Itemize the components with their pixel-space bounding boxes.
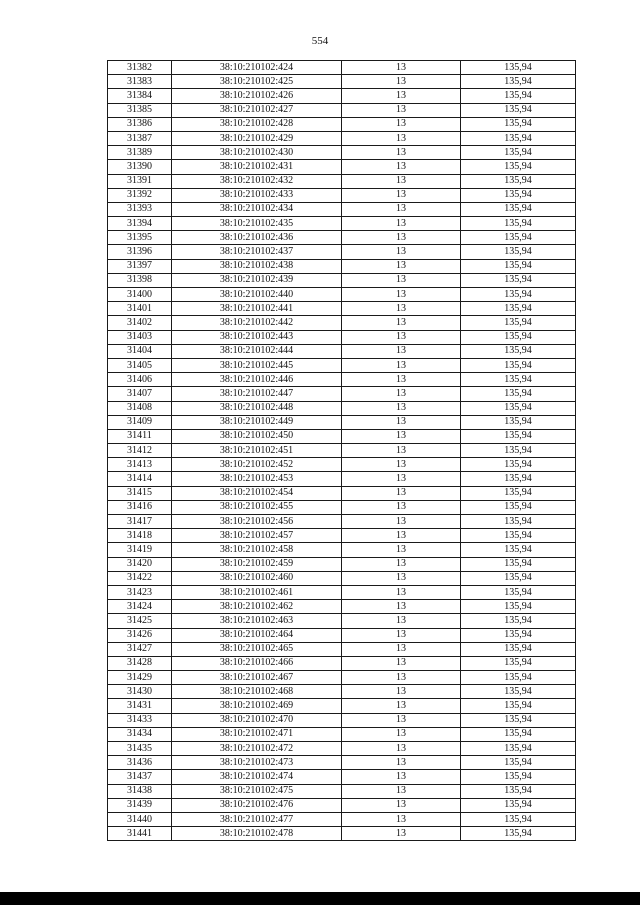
area-cell: 135,94 bbox=[461, 160, 576, 174]
row-number-cell: 31426 bbox=[108, 628, 172, 642]
table-row bbox=[108, 358, 576, 372]
count-cell: 13 bbox=[342, 146, 461, 160]
count-cell: 13 bbox=[342, 103, 461, 117]
table-row bbox=[108, 713, 576, 727]
table-row bbox=[108, 160, 576, 174]
count-cell: 13 bbox=[342, 444, 461, 458]
cadastral-number-cell: 38:10:210102:425 bbox=[172, 75, 342, 89]
row-number-cell: 31436 bbox=[108, 756, 172, 770]
area-cell: 135,94 bbox=[461, 61, 576, 75]
row-number-cell: 31398 bbox=[108, 273, 172, 287]
table-row bbox=[108, 557, 576, 571]
table-row bbox=[108, 685, 576, 699]
cadastral-number-cell: 38:10:210102:438 bbox=[172, 259, 342, 273]
count-cell: 13 bbox=[342, 798, 461, 812]
table-row bbox=[108, 770, 576, 784]
cadastral-number-cell: 38:10:210102:467 bbox=[172, 671, 342, 685]
count-cell: 13 bbox=[342, 89, 461, 103]
area-cell: 135,94 bbox=[461, 827, 576, 841]
row-number-cell: 31435 bbox=[108, 742, 172, 756]
row-number-cell: 31417 bbox=[108, 515, 172, 529]
table-row bbox=[108, 458, 576, 472]
count-cell: 13 bbox=[342, 429, 461, 443]
count-cell: 13 bbox=[342, 415, 461, 429]
area-cell: 135,94 bbox=[461, 202, 576, 216]
cadastral-number-cell: 38:10:210102:477 bbox=[172, 812, 342, 826]
table-row bbox=[108, 500, 576, 514]
cadastral-number-cell: 38:10:210102:465 bbox=[172, 642, 342, 656]
table-row bbox=[108, 75, 576, 89]
area-cell: 135,94 bbox=[461, 259, 576, 273]
count-cell: 13 bbox=[342, 500, 461, 514]
table-row bbox=[108, 827, 576, 841]
count-cell: 13 bbox=[342, 784, 461, 798]
row-number-cell: 31440 bbox=[108, 812, 172, 826]
area-cell: 135,94 bbox=[461, 742, 576, 756]
table-row bbox=[108, 429, 576, 443]
row-number-cell: 31434 bbox=[108, 727, 172, 741]
row-number-cell: 31411 bbox=[108, 429, 172, 443]
area-cell: 135,94 bbox=[461, 117, 576, 131]
count-cell: 13 bbox=[342, 472, 461, 486]
cadastral-number-cell: 38:10:210102:469 bbox=[172, 699, 342, 713]
row-number-cell: 31394 bbox=[108, 217, 172, 231]
table-row bbox=[108, 288, 576, 302]
row-number-cell: 31422 bbox=[108, 571, 172, 585]
count-cell: 13 bbox=[342, 344, 461, 358]
cadastral-number-cell: 38:10:210102:448 bbox=[172, 401, 342, 415]
cadastral-number-cell: 38:10:210102:424 bbox=[172, 61, 342, 75]
table-row bbox=[108, 302, 576, 316]
cadastral-number-cell: 38:10:210102:470 bbox=[172, 713, 342, 727]
count-cell: 13 bbox=[342, 217, 461, 231]
row-number-cell: 31391 bbox=[108, 174, 172, 188]
cadastral-number-cell: 38:10:210102:468 bbox=[172, 685, 342, 699]
row-number-cell: 31441 bbox=[108, 827, 172, 841]
count-cell: 13 bbox=[342, 827, 461, 841]
area-cell: 135,94 bbox=[461, 444, 576, 458]
table-row bbox=[108, 245, 576, 259]
count-cell: 13 bbox=[342, 642, 461, 656]
count-cell: 13 bbox=[342, 543, 461, 557]
row-number-cell: 31406 bbox=[108, 373, 172, 387]
table-row bbox=[108, 89, 576, 103]
row-number-cell: 31415 bbox=[108, 486, 172, 500]
cadastral-number-cell: 38:10:210102:455 bbox=[172, 500, 342, 514]
row-number-cell: 31403 bbox=[108, 330, 172, 344]
table-row bbox=[108, 642, 576, 656]
area-cell: 135,94 bbox=[461, 458, 576, 472]
count-cell: 13 bbox=[342, 231, 461, 245]
area-cell: 135,94 bbox=[461, 316, 576, 330]
row-number-cell: 31405 bbox=[108, 358, 172, 372]
count-cell: 13 bbox=[342, 515, 461, 529]
table-row bbox=[108, 727, 576, 741]
table-row bbox=[108, 812, 576, 826]
area-cell: 135,94 bbox=[461, 614, 576, 628]
cadastral-number-cell: 38:10:210102:433 bbox=[172, 188, 342, 202]
count-cell: 13 bbox=[342, 188, 461, 202]
row-number-cell: 31412 bbox=[108, 444, 172, 458]
area-cell: 135,94 bbox=[461, 103, 576, 117]
count-cell: 13 bbox=[342, 302, 461, 316]
cadastral-number-cell: 38:10:210102:447 bbox=[172, 387, 342, 401]
row-number-cell: 31382 bbox=[108, 61, 172, 75]
table-row bbox=[108, 699, 576, 713]
row-number-cell: 31383 bbox=[108, 75, 172, 89]
cadastral-number-cell: 38:10:210102:459 bbox=[172, 557, 342, 571]
area-cell: 135,94 bbox=[461, 784, 576, 798]
table-row bbox=[108, 387, 576, 401]
row-number-cell: 31404 bbox=[108, 344, 172, 358]
cadastral-number-cell: 38:10:210102:427 bbox=[172, 103, 342, 117]
area-cell: 135,94 bbox=[461, 486, 576, 500]
table-row bbox=[108, 585, 576, 599]
table-row bbox=[108, 656, 576, 670]
table-row bbox=[108, 401, 576, 415]
count-cell: 13 bbox=[342, 756, 461, 770]
cadastral-number-cell: 38:10:210102:471 bbox=[172, 727, 342, 741]
cadastral-number-cell: 38:10:210102:460 bbox=[172, 571, 342, 585]
count-cell: 13 bbox=[342, 131, 461, 145]
cadastral-number-cell: 38:10:210102:435 bbox=[172, 217, 342, 231]
area-cell: 135,94 bbox=[461, 75, 576, 89]
table-row bbox=[108, 217, 576, 231]
row-number-cell: 31385 bbox=[108, 103, 172, 117]
cadastral-number-cell: 38:10:210102:456 bbox=[172, 515, 342, 529]
table-row bbox=[108, 742, 576, 756]
area-cell: 135,94 bbox=[461, 628, 576, 642]
area-cell: 135,94 bbox=[461, 188, 576, 202]
row-number-cell: 31428 bbox=[108, 656, 172, 670]
cadastral-number-cell: 38:10:210102:450 bbox=[172, 429, 342, 443]
cadastral-number-cell: 38:10:210102:473 bbox=[172, 756, 342, 770]
table-row bbox=[108, 529, 576, 543]
count-cell: 13 bbox=[342, 316, 461, 330]
row-number-cell: 31425 bbox=[108, 614, 172, 628]
count-cell: 13 bbox=[342, 401, 461, 415]
table-row bbox=[108, 515, 576, 529]
row-number-cell: 31396 bbox=[108, 245, 172, 259]
count-cell: 13 bbox=[342, 288, 461, 302]
row-number-cell: 31408 bbox=[108, 401, 172, 415]
area-cell: 135,94 bbox=[461, 472, 576, 486]
table-row bbox=[108, 344, 576, 358]
table-row bbox=[108, 571, 576, 585]
area-cell: 135,94 bbox=[461, 174, 576, 188]
document-table-container bbox=[107, 60, 575, 841]
count-cell: 13 bbox=[342, 614, 461, 628]
area-cell: 135,94 bbox=[461, 656, 576, 670]
count-cell: 13 bbox=[342, 486, 461, 500]
area-cell: 135,94 bbox=[461, 642, 576, 656]
row-number-cell: 31413 bbox=[108, 458, 172, 472]
area-cell: 135,94 bbox=[461, 288, 576, 302]
table-row bbox=[108, 415, 576, 429]
count-cell: 13 bbox=[342, 160, 461, 174]
cadastral-number-cell: 38:10:210102:453 bbox=[172, 472, 342, 486]
area-cell: 135,94 bbox=[461, 671, 576, 685]
table-row bbox=[108, 202, 576, 216]
row-number-cell: 31439 bbox=[108, 798, 172, 812]
cadastral-number-cell: 38:10:210102:457 bbox=[172, 529, 342, 543]
count-cell: 13 bbox=[342, 117, 461, 131]
cadastral-number-cell: 38:10:210102:440 bbox=[172, 288, 342, 302]
cadastral-number-cell: 38:10:210102:444 bbox=[172, 344, 342, 358]
table-row bbox=[108, 146, 576, 160]
table-row bbox=[108, 628, 576, 642]
cadastral-number-cell: 38:10:210102:446 bbox=[172, 373, 342, 387]
area-cell: 135,94 bbox=[461, 245, 576, 259]
count-cell: 13 bbox=[342, 174, 461, 188]
count-cell: 13 bbox=[342, 742, 461, 756]
cadastral-number-cell: 38:10:210102:454 bbox=[172, 486, 342, 500]
area-cell: 135,94 bbox=[461, 798, 576, 812]
table-row bbox=[108, 117, 576, 131]
row-number-cell: 31407 bbox=[108, 387, 172, 401]
table-row bbox=[108, 103, 576, 117]
area-cell: 135,94 bbox=[461, 344, 576, 358]
cadastral-number-cell: 38:10:210102:432 bbox=[172, 174, 342, 188]
area-cell: 135,94 bbox=[461, 401, 576, 415]
cadastral-number-cell: 38:10:210102:462 bbox=[172, 600, 342, 614]
row-number-cell: 31393 bbox=[108, 202, 172, 216]
cadastral-table bbox=[107, 60, 576, 841]
area-cell: 135,94 bbox=[461, 231, 576, 245]
count-cell: 13 bbox=[342, 713, 461, 727]
count-cell: 13 bbox=[342, 61, 461, 75]
area-cell: 135,94 bbox=[461, 571, 576, 585]
area-cell: 135,94 bbox=[461, 429, 576, 443]
count-cell: 13 bbox=[342, 458, 461, 472]
area-cell: 135,94 bbox=[461, 770, 576, 784]
cadastral-number-cell: 38:10:210102:431 bbox=[172, 160, 342, 174]
table-row bbox=[108, 330, 576, 344]
row-number-cell: 31386 bbox=[108, 117, 172, 131]
area-cell: 135,94 bbox=[461, 330, 576, 344]
area-cell: 135,94 bbox=[461, 217, 576, 231]
area-cell: 135,94 bbox=[461, 302, 576, 316]
count-cell: 13 bbox=[342, 656, 461, 670]
cadastral-number-cell: 38:10:210102:428 bbox=[172, 117, 342, 131]
cadastral-number-cell: 38:10:210102:474 bbox=[172, 770, 342, 784]
table-row bbox=[108, 472, 576, 486]
cadastral-number-cell: 38:10:210102:441 bbox=[172, 302, 342, 316]
row-number-cell: 31427 bbox=[108, 642, 172, 656]
row-number-cell: 31429 bbox=[108, 671, 172, 685]
count-cell: 13 bbox=[342, 600, 461, 614]
table-row bbox=[108, 671, 576, 685]
row-number-cell: 31419 bbox=[108, 543, 172, 557]
row-number-cell: 31389 bbox=[108, 146, 172, 160]
count-cell: 13 bbox=[342, 671, 461, 685]
cadastral-number-cell: 38:10:210102:476 bbox=[172, 798, 342, 812]
area-cell: 135,94 bbox=[461, 699, 576, 713]
table-row bbox=[108, 543, 576, 557]
count-cell: 13 bbox=[342, 75, 461, 89]
row-number-cell: 31400 bbox=[108, 288, 172, 302]
cadastral-number-cell: 38:10:210102:475 bbox=[172, 784, 342, 798]
cadastral-number-cell: 38:10:210102:478 bbox=[172, 827, 342, 841]
count-cell: 13 bbox=[342, 699, 461, 713]
area-cell: 135,94 bbox=[461, 415, 576, 429]
table-row bbox=[108, 259, 576, 273]
area-cell: 135,94 bbox=[461, 756, 576, 770]
count-cell: 13 bbox=[342, 685, 461, 699]
cadastral-number-cell: 38:10:210102:442 bbox=[172, 316, 342, 330]
table-row bbox=[108, 444, 576, 458]
table-body bbox=[108, 61, 576, 841]
cadastral-number-cell: 38:10:210102:449 bbox=[172, 415, 342, 429]
area-cell: 135,94 bbox=[461, 89, 576, 103]
table-row bbox=[108, 131, 576, 145]
count-cell: 13 bbox=[342, 273, 461, 287]
table-row bbox=[108, 798, 576, 812]
area-cell: 135,94 bbox=[461, 600, 576, 614]
table-row bbox=[108, 61, 576, 75]
row-number-cell: 31397 bbox=[108, 259, 172, 273]
count-cell: 13 bbox=[342, 245, 461, 259]
area-cell: 135,94 bbox=[461, 557, 576, 571]
area-cell: 135,94 bbox=[461, 358, 576, 372]
row-number-cell: 31384 bbox=[108, 89, 172, 103]
area-cell: 135,94 bbox=[461, 543, 576, 557]
row-number-cell: 31423 bbox=[108, 585, 172, 599]
row-number-cell: 31437 bbox=[108, 770, 172, 784]
area-cell: 135,94 bbox=[461, 146, 576, 160]
cadastral-number-cell: 38:10:210102:429 bbox=[172, 131, 342, 145]
row-number-cell: 31401 bbox=[108, 302, 172, 316]
row-number-cell: 31420 bbox=[108, 557, 172, 571]
cadastral-number-cell: 38:10:210102:437 bbox=[172, 245, 342, 259]
count-cell: 13 bbox=[342, 358, 461, 372]
table-row bbox=[108, 273, 576, 287]
area-cell: 135,94 bbox=[461, 685, 576, 699]
row-number-cell: 31392 bbox=[108, 188, 172, 202]
cadastral-number-cell: 38:10:210102:463 bbox=[172, 614, 342, 628]
area-cell: 135,94 bbox=[461, 727, 576, 741]
table-row bbox=[108, 486, 576, 500]
area-cell: 135,94 bbox=[461, 585, 576, 599]
count-cell: 13 bbox=[342, 330, 461, 344]
table-row bbox=[108, 600, 576, 614]
row-number-cell: 31414 bbox=[108, 472, 172, 486]
count-cell: 13 bbox=[342, 812, 461, 826]
cadastral-number-cell: 38:10:210102:461 bbox=[172, 585, 342, 599]
table-row bbox=[108, 188, 576, 202]
row-number-cell: 31390 bbox=[108, 160, 172, 174]
count-cell: 13 bbox=[342, 387, 461, 401]
row-number-cell: 31418 bbox=[108, 529, 172, 543]
count-cell: 13 bbox=[342, 202, 461, 216]
row-number-cell: 31409 bbox=[108, 415, 172, 429]
area-cell: 135,94 bbox=[461, 812, 576, 826]
count-cell: 13 bbox=[342, 557, 461, 571]
count-cell: 13 bbox=[342, 373, 461, 387]
scan-bottom-edge bbox=[0, 892, 640, 905]
row-number-cell: 31387 bbox=[108, 131, 172, 145]
row-number-cell: 31402 bbox=[108, 316, 172, 330]
area-cell: 135,94 bbox=[461, 131, 576, 145]
table-row bbox=[108, 373, 576, 387]
cadastral-number-cell: 38:10:210102:445 bbox=[172, 358, 342, 372]
count-cell: 13 bbox=[342, 259, 461, 273]
cadastral-number-cell: 38:10:210102:466 bbox=[172, 656, 342, 670]
row-number-cell: 31438 bbox=[108, 784, 172, 798]
count-cell: 13 bbox=[342, 571, 461, 585]
area-cell: 135,94 bbox=[461, 373, 576, 387]
row-number-cell: 31433 bbox=[108, 713, 172, 727]
cadastral-number-cell: 38:10:210102:472 bbox=[172, 742, 342, 756]
page-number: 554 bbox=[311, 35, 329, 47]
cadastral-number-cell: 38:10:210102:436 bbox=[172, 231, 342, 245]
count-cell: 13 bbox=[342, 585, 461, 599]
table-row bbox=[108, 316, 576, 330]
row-number-cell: 31430 bbox=[108, 685, 172, 699]
cadastral-number-cell: 38:10:210102:451 bbox=[172, 444, 342, 458]
table-row bbox=[108, 784, 576, 798]
area-cell: 135,94 bbox=[461, 500, 576, 514]
row-number-cell: 31395 bbox=[108, 231, 172, 245]
count-cell: 13 bbox=[342, 529, 461, 543]
count-cell: 13 bbox=[342, 770, 461, 784]
table-row bbox=[108, 756, 576, 770]
cadastral-number-cell: 38:10:210102:430 bbox=[172, 146, 342, 160]
table-row bbox=[108, 614, 576, 628]
cadastral-number-cell: 38:10:210102:434 bbox=[172, 202, 342, 216]
row-number-cell: 31424 bbox=[108, 600, 172, 614]
row-number-cell: 31431 bbox=[108, 699, 172, 713]
table-row bbox=[108, 231, 576, 245]
area-cell: 135,94 bbox=[461, 387, 576, 401]
cadastral-number-cell: 38:10:210102:426 bbox=[172, 89, 342, 103]
area-cell: 135,94 bbox=[461, 515, 576, 529]
cadastral-number-cell: 38:10:210102:464 bbox=[172, 628, 342, 642]
cadastral-number-cell: 38:10:210102:439 bbox=[172, 273, 342, 287]
table-row bbox=[108, 174, 576, 188]
area-cell: 135,94 bbox=[461, 273, 576, 287]
cadastral-number-cell: 38:10:210102:452 bbox=[172, 458, 342, 472]
cadastral-number-cell: 38:10:210102:458 bbox=[172, 543, 342, 557]
row-number-cell: 31416 bbox=[108, 500, 172, 514]
count-cell: 13 bbox=[342, 727, 461, 741]
area-cell: 135,94 bbox=[461, 713, 576, 727]
area-cell: 135,94 bbox=[461, 529, 576, 543]
cadastral-number-cell: 38:10:210102:443 bbox=[172, 330, 342, 344]
count-cell: 13 bbox=[342, 628, 461, 642]
